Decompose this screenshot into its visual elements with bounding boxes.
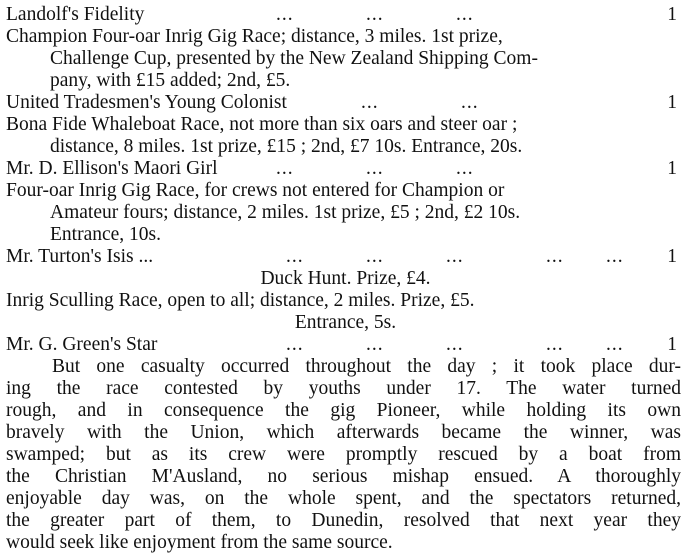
- entry-line: [6, 48, 685, 70]
- paragraph-line: would seek like enjoyment from the same source.: [6, 532, 393, 553]
- entry-line: [6, 4, 685, 26]
- entry-text: distance, 8 miles. 1st prize, £15 ; 2nd, £7 10s. Entrance, 20s.: [50, 136, 523, 157]
- entry-text: Bona Fide Whaleboat Race, not more than six oars and steer oar ;: [6, 114, 518, 135]
- place-number: 1: [667, 158, 677, 179]
- entry-text: Mr. G. Green's Star: [6, 334, 158, 355]
- paragraph-line: swamped; but as its crew were promptly rescued by a boat from: [6, 444, 681, 465]
- entry-line: [6, 92, 685, 114]
- leader-dots: ...: [276, 4, 294, 25]
- leader-dots: ...: [606, 246, 624, 267]
- leader-dots: ...: [366, 334, 384, 355]
- entry-text: Mr. D. Ellison's Maori Girl: [6, 158, 218, 179]
- leader-dots: ...: [456, 158, 474, 179]
- entry-line: [6, 158, 685, 180]
- entry-line: [6, 136, 685, 158]
- leader-dots: ...: [366, 246, 384, 267]
- entry-line: [6, 290, 685, 312]
- entry-line: [6, 312, 685, 334]
- entry-text: Duck Hunt. Prize, £4.: [260, 268, 431, 289]
- leader-dots: ...: [606, 334, 624, 355]
- entry-line: [6, 26, 685, 48]
- place-number: 1: [667, 246, 677, 267]
- entry-text: Landolf's Fidelity: [6, 4, 145, 25]
- entry-line: [6, 202, 685, 224]
- leader-dots: ...: [456, 4, 474, 25]
- entry-line: [6, 224, 685, 246]
- entry-text: Entrance, 10s.: [50, 224, 162, 245]
- paragraph-line: the greater part of them, to Dunedin, resolved that next year they: [6, 510, 681, 531]
- entry-text: Inrig Sculling Race, open to all; distance, 2 miles. Prize, £5.: [6, 290, 475, 311]
- leader-dots: ...: [361, 92, 379, 113]
- leader-dots: ...: [276, 158, 294, 179]
- entry-line: [6, 246, 685, 268]
- leader-dots: ...: [461, 92, 479, 113]
- place-number: 1: [667, 92, 677, 113]
- leader-dots: ...: [286, 246, 304, 267]
- paragraph-line: the Christian M'Ausland, no serious mishap ensued. A thoroughly: [6, 466, 681, 487]
- place-number: 1: [667, 4, 677, 25]
- entry-line: [6, 334, 685, 356]
- leader-dots: ...: [286, 334, 304, 355]
- entry-line: [6, 268, 685, 290]
- leader-dots: ...: [446, 246, 464, 267]
- paragraph-line: ing the race contested by youths under 17. The water turned: [6, 378, 681, 399]
- paragraph-line: bravely with the Union, which afterwards became the winner, was: [6, 422, 681, 443]
- entry-text: Mr. Turton's Isis ...: [6, 246, 154, 267]
- leader-dots: ...: [366, 4, 384, 25]
- entry-text: Four-oar Inrig Gig Race, for crews not entered for Champion or: [6, 180, 505, 201]
- entry-line: [6, 114, 685, 136]
- entry-text: Champion Four-oar Inrig Gig Race; distance, 3 miles. 1st prize,: [6, 26, 503, 47]
- closing-paragraph: [6, 356, 685, 554]
- entry-text: Amateur fours; distance, 2 miles. 1st prize, £5 ; 2nd, £2 10s.: [50, 202, 521, 223]
- leader-dots: ...: [366, 158, 384, 179]
- entry-text: Entrance, 5s.: [294, 312, 397, 333]
- paragraph-line: rough, and in consequence the gig Pioneer, while holding its own: [6, 400, 681, 421]
- entry-text: Challenge Cup, presented by the New Zealand Shipping Com-: [50, 48, 538, 69]
- entry-text: United Tradesmen's Young Colonist: [6, 92, 287, 113]
- entry-line: [6, 70, 685, 92]
- leader-dots: ...: [546, 246, 564, 267]
- leader-dots: ...: [446, 334, 464, 355]
- leader-dots: ...: [546, 334, 564, 355]
- entry-text: pany, with £15 added; 2nd, £5.: [50, 70, 291, 91]
- paragraph-line: enjoyable day was, on the whole spent, and the spectators returned,: [6, 488, 681, 509]
- entry-line: [6, 180, 685, 202]
- paragraph-line: But one casualty occurred throughout the day ; it took place dur-: [52, 356, 681, 377]
- race-results-list: [6, 4, 685, 356]
- place-number: 1: [667, 334, 677, 355]
